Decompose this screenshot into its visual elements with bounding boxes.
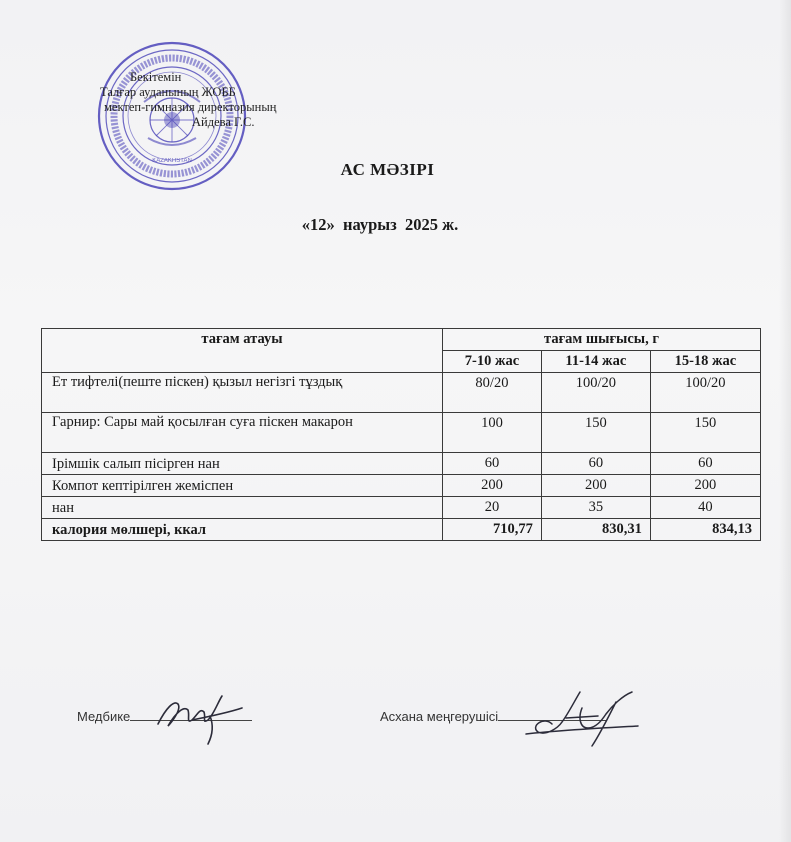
dish-name: Гарнир: Сары май қосылған суға піскен макарон (42, 413, 443, 453)
table-row (42, 373, 761, 413)
menu-table (41, 328, 761, 541)
approval-line-3: мектеп-гимназия директорының (104, 100, 277, 114)
dish-value: 200 (541, 475, 650, 497)
dish-value: 35 (541, 497, 650, 519)
total-value: 834,13 (650, 519, 760, 541)
table-row (42, 453, 761, 475)
dish-value: 40 (650, 497, 760, 519)
approval-block (100, 70, 310, 130)
dish-value: 100/20 (650, 373, 760, 413)
dish-value: 100 (443, 413, 542, 453)
page-edge-shadow (779, 0, 791, 842)
dish-value: 150 (541, 413, 650, 453)
dish-value: 20 (443, 497, 542, 519)
total-value: 710,77 (443, 519, 542, 541)
document-title: АС МӘЗІРІ (340, 160, 435, 179)
dish-name: нан (42, 497, 443, 519)
stamp-center-text: KAZAKHSTAN (152, 158, 192, 164)
dish-name: Компот кептірілген жеміспен (42, 475, 443, 497)
approval-line-1: Бекітемін (130, 70, 182, 84)
dish-name: Ірімшік салып пісірген нан (42, 453, 443, 475)
header-output: тағам шығысы, г (443, 329, 761, 351)
header-age-group: 15-18 жас (650, 351, 760, 373)
header-age-group: 11-14 жас (541, 351, 650, 373)
dish-value: 100/20 (541, 373, 650, 413)
total-value: 830,31 (541, 519, 650, 541)
total-label: калория мөлшері, ккал (42, 519, 443, 541)
dish-value: 60 (650, 453, 760, 475)
header-age-group: 7-10 жас (443, 351, 542, 373)
header-dish-name: тағам атауы (42, 329, 443, 373)
approval-line-4: Айдева Г.С. (192, 115, 255, 129)
nurse-label: Медбике (77, 709, 131, 724)
document-date: «12» наурыз 2025 ж. (301, 215, 459, 234)
dish-value: 60 (443, 453, 542, 475)
table-row (42, 475, 761, 497)
dish-value: 200 (443, 475, 542, 497)
dish-value: 150 (650, 413, 760, 453)
dish-value: 200 (650, 475, 760, 497)
table-row (42, 497, 761, 519)
dish-value: 80/20 (443, 373, 542, 413)
approval-line-2: Талғар ауданының ЖОББ (100, 85, 236, 99)
nurse-signature (152, 690, 244, 746)
table-row (42, 413, 761, 453)
table-total-row (42, 519, 761, 541)
dish-name: Ет тифтелі(пеште піскен) қызыл негізгі тұздық (42, 373, 443, 413)
canteen-label: Асхана меңгерушісі (380, 709, 499, 724)
dish-value: 60 (541, 453, 650, 475)
table-header-row (42, 329, 761, 351)
canteen-signature (522, 688, 640, 750)
